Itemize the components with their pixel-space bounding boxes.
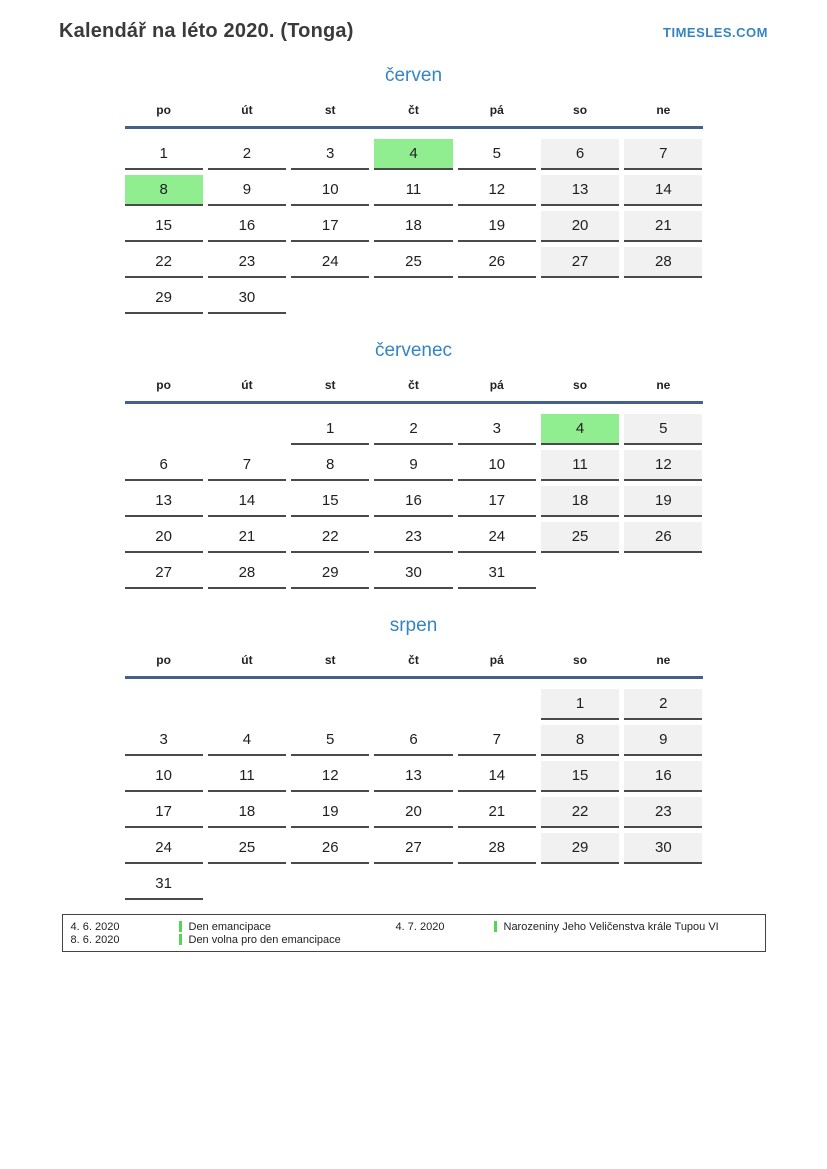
legend-label: Den emancipace: [188, 920, 272, 933]
day-cell: 19: [624, 486, 702, 517]
day-cell: 20: [374, 797, 452, 828]
day-cell: 17: [291, 211, 369, 242]
day-cell: 28: [458, 833, 536, 864]
day-cell: 4: [541, 414, 619, 445]
day-grid: [125, 139, 703, 314]
day-cell: 16: [374, 486, 452, 517]
day-cell: 17: [125, 797, 203, 828]
legend-column: [71, 920, 396, 946]
day-cell-empty: [291, 689, 369, 720]
day-cell: 12: [291, 761, 369, 792]
holiday-marker-icon: [494, 921, 497, 932]
day-cell: 1: [291, 414, 369, 445]
day-cell: 12: [624, 450, 702, 481]
day-cell: 2: [208, 139, 286, 170]
holiday-marker-icon: [179, 921, 182, 932]
day-cell: 3: [291, 139, 369, 170]
month-section-june: [125, 65, 703, 314]
page-title: Kalendář na léto 2020. (Tonga): [59, 20, 354, 42]
day-cell: 25: [541, 522, 619, 553]
day-cell: 15: [291, 486, 369, 517]
legend-date: 4. 7. 2020: [395, 920, 445, 933]
day-cell: 15: [125, 211, 203, 242]
holiday-legend: [62, 914, 766, 952]
months-container: [125, 65, 703, 900]
day-cell-empty: [458, 689, 536, 720]
legend-label: Den volna pro den emancipace: [188, 933, 341, 946]
day-cell: 14: [208, 486, 286, 517]
legend-entry: [71, 933, 396, 946]
day-cell: 4: [374, 139, 452, 170]
legend-label: Narozeniny Jeho Veličenstva krále Tupou VI: [503, 920, 719, 933]
day-cell: 29: [291, 558, 369, 589]
day-cell: 25: [208, 833, 286, 864]
day-cell: 16: [208, 211, 286, 242]
legend-date: 8. 6. 2020: [70, 933, 120, 946]
day-cell: 25: [374, 247, 452, 278]
day-cell-empty: [208, 414, 286, 445]
day-cell: 21: [208, 522, 286, 553]
day-cell: 2: [624, 689, 702, 720]
day-cell: 31: [125, 869, 203, 900]
day-cell: 15: [541, 761, 619, 792]
weekday-header-row: [125, 103, 703, 129]
day-cell: 7: [208, 450, 286, 481]
day-cell-empty: [374, 689, 452, 720]
day-cell: 13: [374, 761, 452, 792]
day-cell: 20: [125, 522, 203, 553]
day-cell: 1: [541, 689, 619, 720]
site-link[interactable]: TIMESLES.COM: [663, 25, 768, 40]
day-cell: 27: [125, 558, 203, 589]
month-title: červenec: [374, 340, 453, 361]
day-cell: 24: [291, 247, 369, 278]
day-cell: 18: [541, 486, 619, 517]
day-cell: 12: [458, 175, 536, 206]
day-grid: [125, 414, 703, 589]
weekday-label: ne: [656, 653, 671, 667]
weekday-label: po: [156, 653, 171, 667]
day-cell-empty: [208, 689, 286, 720]
day-cell: 19: [458, 211, 536, 242]
day-cell: 16: [624, 761, 702, 792]
weekday-label: po: [156, 103, 171, 117]
day-cell: 29: [541, 833, 619, 864]
day-cell-empty: [125, 414, 203, 445]
day-cell: 7: [458, 725, 536, 756]
day-cell: 28: [208, 558, 286, 589]
weekday-label: so: [573, 378, 588, 392]
day-cell: 19: [291, 797, 369, 828]
day-cell: 5: [458, 139, 536, 170]
weekday-label: čt: [408, 378, 419, 392]
day-cell: 3: [458, 414, 536, 445]
day-cell: 14: [624, 175, 702, 206]
day-cell: 14: [458, 761, 536, 792]
weekday-label: pá: [489, 103, 504, 117]
day-cell: 24: [125, 833, 203, 864]
weekday-label: so: [573, 653, 588, 667]
legend-column: [396, 920, 757, 933]
day-cell: 17: [458, 486, 536, 517]
month-title: červen: [384, 65, 443, 86]
day-cell: 23: [374, 522, 452, 553]
day-cell: 6: [125, 450, 203, 481]
day-cell: 26: [458, 247, 536, 278]
day-cell: 6: [541, 139, 619, 170]
day-cell: 31: [458, 558, 536, 589]
day-cell: 8: [541, 725, 619, 756]
day-cell: 23: [624, 797, 702, 828]
weekday-label: po: [156, 378, 171, 392]
weekday-label: pá: [489, 653, 504, 667]
day-cell: 13: [541, 175, 619, 206]
day-cell: 21: [458, 797, 536, 828]
day-cell: 3: [125, 725, 203, 756]
day-cell: 10: [125, 761, 203, 792]
day-cell: 7: [624, 139, 702, 170]
day-cell-empty: [125, 689, 203, 720]
weekday-label: pá: [489, 378, 504, 392]
day-cell: 8: [291, 450, 369, 481]
page-header: [59, 20, 768, 43]
day-cell: 22: [541, 797, 619, 828]
day-cell: 11: [374, 175, 452, 206]
day-cell: 6: [374, 725, 452, 756]
day-cell: 9: [374, 450, 452, 481]
weekday-label: čt: [408, 653, 419, 667]
weekday-label: ne: [656, 378, 671, 392]
day-cell: 18: [208, 797, 286, 828]
day-cell: 26: [624, 522, 702, 553]
day-cell: 13: [125, 486, 203, 517]
weekday-label: út: [241, 103, 253, 117]
day-grid: [125, 689, 703, 900]
month-section-august: [125, 615, 703, 900]
day-cell: 28: [624, 247, 702, 278]
holiday-marker-icon: [179, 934, 182, 945]
day-cell: 10: [458, 450, 536, 481]
month-title: srpen: [389, 615, 438, 636]
legend-date: 4. 6. 2020: [70, 920, 120, 933]
month-section-july: [125, 340, 703, 589]
day-cell: 26: [291, 833, 369, 864]
day-cell: 4: [208, 725, 286, 756]
day-cell: 5: [291, 725, 369, 756]
weekday-label: ne: [656, 103, 671, 117]
weekday-label: út: [241, 653, 253, 667]
weekday-header-row: [125, 653, 703, 679]
legend-entry: [71, 920, 396, 933]
weekday-label: st: [324, 103, 336, 117]
day-cell: 30: [374, 558, 452, 589]
weekday-label: st: [324, 378, 336, 392]
day-cell: 9: [624, 725, 702, 756]
day-cell: 5: [624, 414, 702, 445]
weekday-label: so: [573, 103, 588, 117]
day-cell: 18: [374, 211, 452, 242]
day-cell: 8: [125, 175, 203, 206]
day-cell: 30: [624, 833, 702, 864]
day-cell: 30: [208, 283, 286, 314]
day-cell: 11: [541, 450, 619, 481]
day-cell: 24: [458, 522, 536, 553]
day-cell: 9: [208, 175, 286, 206]
weekday-label: st: [324, 653, 336, 667]
weekday-label: út: [241, 378, 253, 392]
day-cell: 22: [291, 522, 369, 553]
day-cell: 1: [125, 139, 203, 170]
day-cell: 23: [208, 247, 286, 278]
day-cell: 10: [291, 175, 369, 206]
day-cell: 27: [374, 833, 452, 864]
day-cell: 11: [208, 761, 286, 792]
day-cell: 27: [541, 247, 619, 278]
day-cell: 20: [541, 211, 619, 242]
weekday-header-row: [125, 378, 703, 404]
day-cell: 21: [624, 211, 702, 242]
legend-entry: [396, 920, 757, 933]
day-cell: 2: [374, 414, 452, 445]
day-cell: 22: [125, 247, 203, 278]
weekday-label: čt: [408, 103, 419, 117]
day-cell: 29: [125, 283, 203, 314]
